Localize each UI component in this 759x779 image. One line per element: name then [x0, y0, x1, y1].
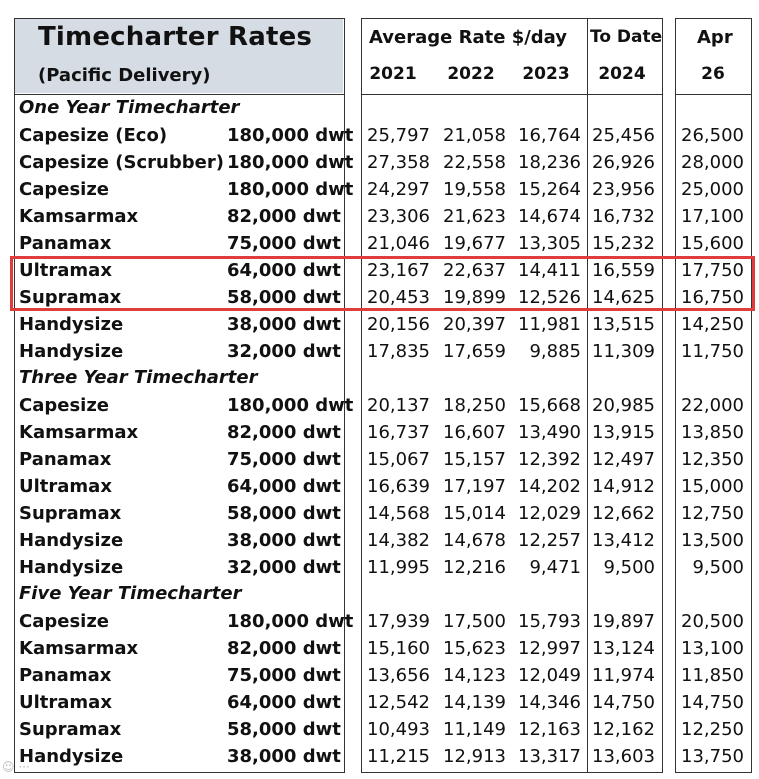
vessel-dwt: 82,000 dwt [227, 638, 341, 659]
table-row [0, 311, 759, 338]
vessel-type: Handysize [19, 341, 124, 362]
rate-cell-v2022: 21,623 [443, 206, 506, 227]
vessel-type: Panamax [19, 233, 112, 254]
vessel-type: Handysize [19, 314, 124, 335]
rate-cell-apr: 12,250 [681, 719, 744, 740]
header-divider-right [675, 94, 752, 95]
rate-cell-apr: 26,500 [681, 125, 744, 146]
vessel-type: Ultramax [19, 260, 112, 281]
rate-cell-v2021: 11,215 [367, 746, 430, 767]
table-row [0, 662, 759, 689]
vessel-dwt: 180,000 dwt [227, 179, 354, 200]
table-row [0, 149, 759, 176]
rate-cell-v2024: 14,912 [592, 476, 655, 497]
rate-cell-apr: 25,000 [681, 179, 744, 200]
header-divider-mid [361, 94, 663, 95]
rate-cell-v2024: 9,500 [603, 557, 655, 578]
vessel-type: Supramax [19, 287, 122, 308]
rate-cell-v2023: 14,346 [518, 692, 581, 713]
table-row [0, 473, 759, 500]
vessel-type: Kamsarmax [19, 638, 139, 659]
rate-cell-v2021: 14,382 [367, 530, 430, 551]
rate-cell-v2021: 15,160 [367, 638, 430, 659]
rate-cell-v2023: 16,764 [518, 125, 581, 146]
vessel-dwt: 180,000 dwt [227, 395, 354, 416]
rate-cell-v2023: 12,392 [518, 449, 581, 470]
rate-cell-v2023: 18,236 [518, 152, 581, 173]
rate-cell-apr: 13,750 [681, 746, 744, 767]
rate-cell-v2023: 13,490 [518, 422, 581, 443]
vessel-type: Ultramax [19, 476, 112, 497]
rate-cell-v2024: 14,625 [592, 287, 655, 308]
table-row [0, 554, 759, 581]
vessel-dwt: 32,000 dwt [227, 341, 341, 362]
highlight-box [10, 256, 755, 311]
rate-cell-v2023: 14,674 [518, 206, 581, 227]
rate-cell-v2023: 12,049 [518, 665, 581, 686]
rate-cell-v2023: 13,305 [518, 233, 581, 254]
vessel-type: Handysize [19, 557, 124, 578]
header-divider-left [14, 94, 345, 95]
rate-cell-apr: 13,500 [681, 530, 744, 551]
vessel-dwt: 58,000 dwt [227, 287, 341, 308]
rate-cell-apr: 14,250 [681, 314, 744, 335]
vessel-dwt: 32,000 dwt [227, 557, 341, 578]
table-row [0, 608, 759, 635]
rate-cell-v2021: 10,493 [367, 719, 430, 740]
rate-cell-v2021: 25,797 [367, 125, 430, 146]
rate-cell-v2023: 14,202 [518, 476, 581, 497]
rate-cell-v2024: 19,897 [592, 611, 655, 632]
rate-cell-v2021: 20,156 [367, 314, 430, 335]
table-row [0, 500, 759, 527]
rate-cell-v2022: 12,913 [443, 746, 506, 767]
table-row [0, 230, 759, 257]
rate-cell-apr: 16,750 [681, 287, 744, 308]
rate-cell-v2022: 16,607 [443, 422, 506, 443]
table-subtitle: (Pacific Delivery) [38, 65, 211, 86]
rate-cell-v2021: 17,939 [367, 611, 430, 632]
rate-cell-v2024: 14,750 [592, 692, 655, 713]
rate-cell-v2023: 11,981 [518, 314, 581, 335]
rate-cell-v2024: 11,309 [592, 341, 655, 362]
vessel-type: Handysize [19, 530, 124, 551]
rate-cell-v2021: 14,568 [367, 503, 430, 524]
rate-cell-v2022: 18,250 [443, 395, 506, 416]
rate-cell-v2023: 12,997 [518, 638, 581, 659]
vessel-dwt: 64,000 dwt [227, 260, 341, 281]
rate-cell-v2024: 16,559 [592, 260, 655, 281]
rate-cell-v2023: 13,317 [518, 746, 581, 767]
rate-cell-apr: 12,350 [681, 449, 744, 470]
rate-cell-v2024: 13,603 [592, 746, 655, 767]
rate-cell-v2023: 9,471 [529, 557, 581, 578]
rate-cell-v2022: 19,899 [443, 287, 506, 308]
vessel-dwt: 38,000 dwt [227, 530, 341, 551]
year-header-2022: 2022 [447, 64, 495, 84]
rate-cell-v2024: 12,497 [592, 449, 655, 470]
rate-cell-v2023: 15,668 [518, 395, 581, 416]
vessel-dwt: 58,000 dwt [227, 719, 341, 740]
rate-cell-v2021: 17,835 [367, 341, 430, 362]
table-row [0, 527, 759, 554]
rate-cell-v2021: 12,542 [367, 692, 430, 713]
year-header-2021: 2021 [369, 64, 417, 84]
vessel-type: Capesize [19, 179, 110, 200]
table-row [0, 122, 759, 149]
rate-cell-apr: 13,100 [681, 638, 744, 659]
rate-cell-v2022: 20,397 [443, 314, 506, 335]
rate-cell-v2024: 26,926 [592, 152, 655, 173]
rate-cell-v2022: 19,677 [443, 233, 506, 254]
rate-cell-v2021: 11,995 [367, 557, 430, 578]
table-row [0, 419, 759, 446]
rate-cell-v2024: 20,985 [592, 395, 655, 416]
table-row [0, 392, 759, 419]
rate-cell-v2022: 17,500 [443, 611, 506, 632]
table-title: Timecharter Rates [38, 22, 313, 52]
rate-cell-v2023: 9,885 [529, 341, 581, 362]
rate-cell-v2022: 22,637 [443, 260, 506, 281]
vessel-type: Panamax [19, 449, 112, 470]
average-rate-header: Average Rate $/day [369, 27, 568, 48]
table-row [0, 635, 759, 662]
table-row [0, 743, 759, 770]
section-title: Three Year Timecharter [19, 367, 258, 388]
rate-cell-v2022: 15,014 [443, 503, 506, 524]
rate-cell-v2021: 16,639 [367, 476, 430, 497]
rate-cell-v2023: 12,526 [518, 287, 581, 308]
rate-cell-apr: 13,850 [681, 422, 744, 443]
watermark: ☺ ··· [2, 760, 30, 774]
rate-cell-v2024: 13,515 [592, 314, 655, 335]
rate-cell-v2022: 15,157 [443, 449, 506, 470]
rate-cell-apr: 22,000 [681, 395, 744, 416]
table-row [0, 338, 759, 365]
rate-cell-v2022: 22,558 [443, 152, 506, 173]
rate-cell-apr: 17,750 [681, 260, 744, 281]
rate-cell-v2023: 14,411 [518, 260, 581, 281]
year-header-2024: 2024 [598, 64, 646, 84]
rate-cell-apr: 11,850 [681, 665, 744, 686]
table-row [0, 716, 759, 743]
rate-cell-v2023: 15,793 [518, 611, 581, 632]
rate-cell-v2022: 21,058 [443, 125, 506, 146]
vessel-type: Panamax [19, 665, 112, 686]
rate-cell-v2024: 11,974 [592, 665, 655, 686]
rate-cell-v2021: 23,306 [367, 206, 430, 227]
rate-cell-v2022: 17,659 [443, 341, 506, 362]
rate-cell-apr: 28,000 [681, 152, 744, 173]
vessel-dwt: 82,000 dwt [227, 206, 341, 227]
rate-cell-v2024: 25,456 [592, 125, 655, 146]
rate-cell-v2022: 14,123 [443, 665, 506, 686]
rate-cell-apr: 20,500 [681, 611, 744, 632]
to-date-header: To Date [590, 27, 663, 47]
vessel-type: Capesize [19, 395, 110, 416]
rate-cell-v2022: 19,558 [443, 179, 506, 200]
vessel-dwt: 75,000 dwt [227, 233, 341, 254]
vessel-dwt: 75,000 dwt [227, 449, 341, 470]
rate-cell-v2023: 12,029 [518, 503, 581, 524]
rate-cell-v2021: 15,067 [367, 449, 430, 470]
vessel-type: Kamsarmax [19, 206, 139, 227]
vessel-type: Handysize [19, 746, 124, 767]
rate-cell-apr: 12,750 [681, 503, 744, 524]
rate-cell-v2022: 14,678 [443, 530, 506, 551]
rate-cell-v2021: 16,737 [367, 422, 430, 443]
table-row [0, 176, 759, 203]
section-title: One Year Timecharter [19, 97, 240, 118]
rate-cell-v2024: 13,124 [592, 638, 655, 659]
vessel-type: Capesize (Scrubber) [19, 152, 224, 173]
section-title: Five Year Timecharter [19, 583, 242, 604]
table-row [0, 689, 759, 716]
rate-cell-v2024: 13,915 [592, 422, 655, 443]
table-row [0, 446, 759, 473]
rate-cell-v2021: 23,167 [367, 260, 430, 281]
rate-cell-v2021: 21,046 [367, 233, 430, 254]
rate-cell-v2024: 23,956 [592, 179, 655, 200]
vessel-dwt: 75,000 dwt [227, 665, 341, 686]
apr-header: Apr [697, 27, 733, 48]
vessel-dwt: 38,000 dwt [227, 746, 341, 767]
vessel-type: Supramax [19, 503, 122, 524]
rate-cell-v2024: 15,232 [592, 233, 655, 254]
vessel-dwt: 180,000 dwt [227, 611, 354, 632]
rate-cell-v2024: 16,732 [592, 206, 655, 227]
rate-cell-v2024: 12,662 [592, 503, 655, 524]
rate-cell-apr: 14,750 [681, 692, 744, 713]
rate-cell-v2022: 17,197 [443, 476, 506, 497]
rate-cell-apr: 11,750 [681, 341, 744, 362]
table-row [0, 203, 759, 230]
vessel-type: Supramax [19, 719, 122, 740]
year-header-2023: 2023 [522, 64, 570, 84]
vessel-dwt: 180,000 dwt [227, 125, 354, 146]
rate-cell-v2023: 15,264 [518, 179, 581, 200]
rate-cell-v2022: 11,149 [443, 719, 506, 740]
rate-cell-v2023: 12,163 [518, 719, 581, 740]
rate-cell-v2021: 27,358 [367, 152, 430, 173]
rate-cell-v2022: 14,139 [443, 692, 506, 713]
vessel-type: Capesize (Eco) [19, 125, 168, 146]
vessel-dwt: 82,000 dwt [227, 422, 341, 443]
vessel-type: Ultramax [19, 692, 112, 713]
vessel-type: Kamsarmax [19, 422, 139, 443]
rate-cell-v2021: 13,656 [367, 665, 430, 686]
vessel-dwt: 64,000 dwt [227, 692, 341, 713]
rate-cell-apr: 9,500 [692, 557, 744, 578]
rate-cell-v2021: 20,453 [367, 287, 430, 308]
vessel-dwt: 64,000 dwt [227, 476, 341, 497]
vessel-dwt: 180,000 dwt [227, 152, 354, 173]
rate-cell-v2022: 15,623 [443, 638, 506, 659]
rate-cell-v2023: 12,257 [518, 530, 581, 551]
vessel-dwt: 58,000 dwt [227, 503, 341, 524]
rate-cell-v2024: 13,412 [592, 530, 655, 551]
vessel-dwt: 38,000 dwt [227, 314, 341, 335]
rate-cell-v2024: 12,162 [592, 719, 655, 740]
rate-cell-v2021: 20,137 [367, 395, 430, 416]
rate-cell-apr: 17,100 [681, 206, 744, 227]
rate-cell-v2022: 12,216 [443, 557, 506, 578]
rate-cell-apr: 15,000 [681, 476, 744, 497]
vessel-type: Capesize [19, 611, 110, 632]
rate-cell-apr: 15,600 [681, 233, 744, 254]
rate-cell-v2021: 24,297 [367, 179, 430, 200]
apr-day-header: 26 [701, 64, 725, 84]
